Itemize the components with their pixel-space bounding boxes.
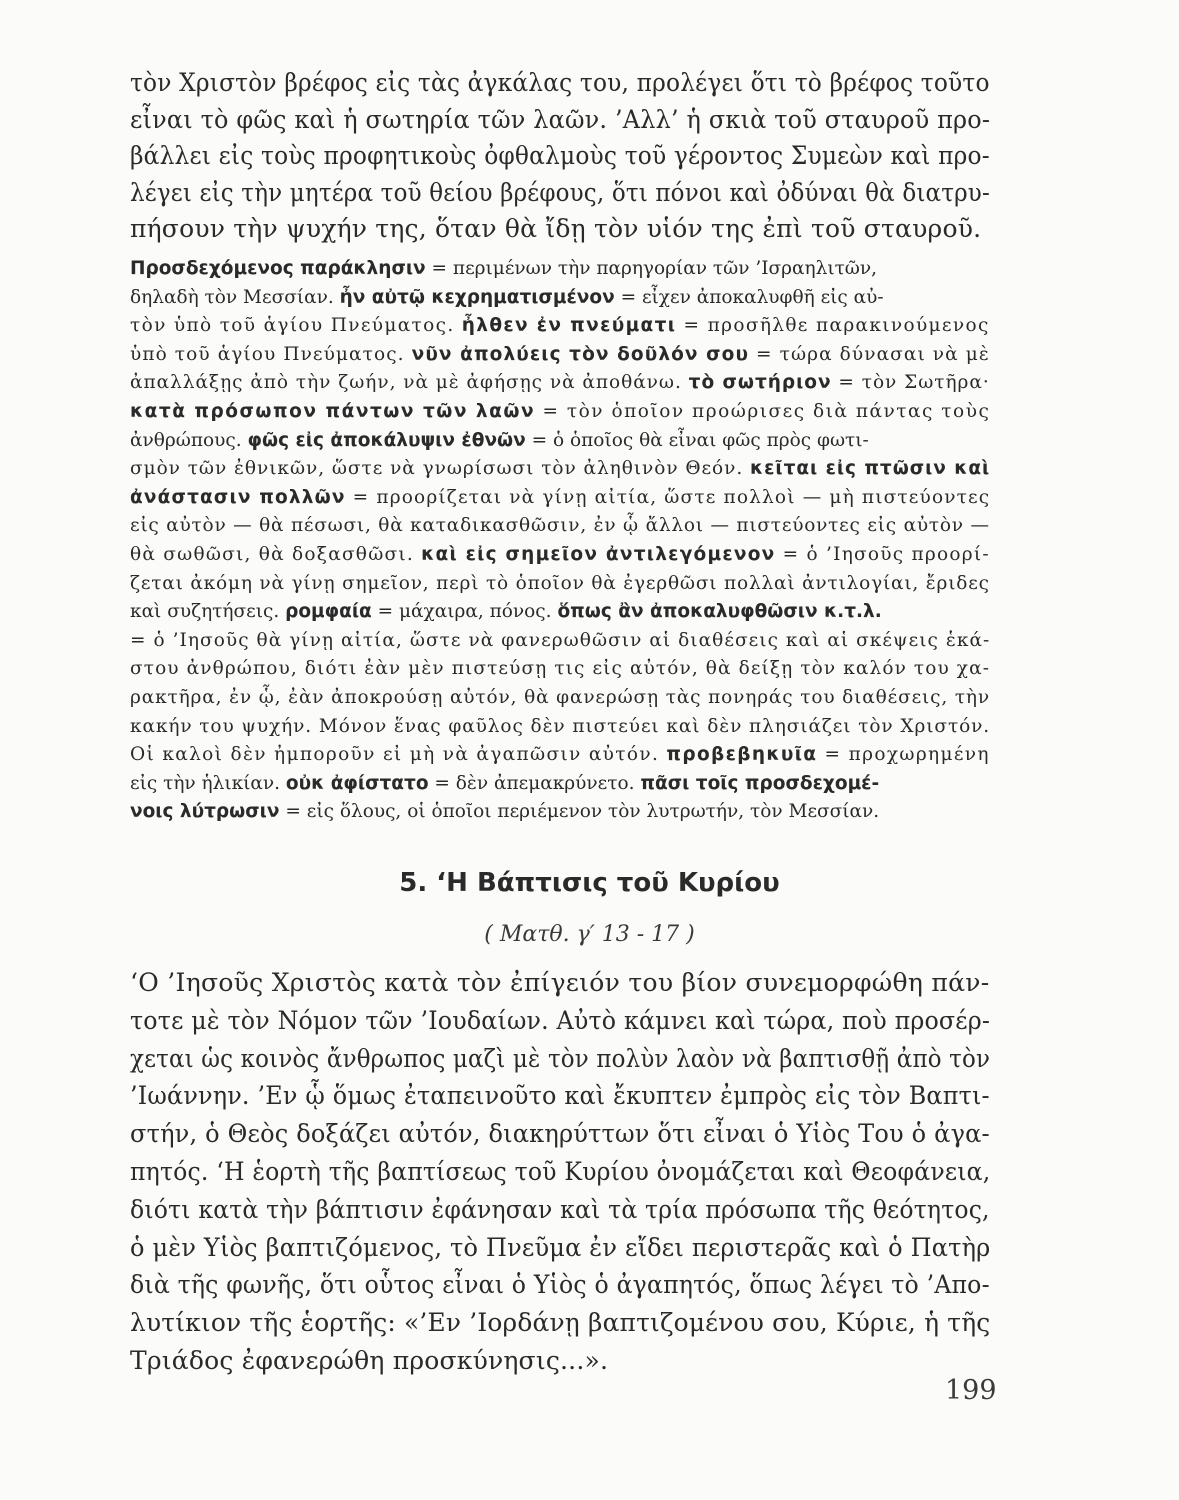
note-line (130, 744, 990, 765)
note-line (130, 258, 877, 279)
text-line: ὁ μὲν Υἱὸς βαπτιζόμενος, τὸ Πνεῦμα ἐν εἴδει περιστερᾶς καὶ ὁ Πατὴρ (130, 1232, 991, 1262)
glossary-text: = περιμένων τὴν παρηγορίαν τῶν ’Ισραηλιτῶν, (425, 258, 878, 279)
glossary-term: νοις λύτρωσιν (130, 801, 280, 823)
glossary-text: κακήν του ψυχήν. Μόνον ἕνας φαῦλος δὲν πιστεύει καὶ δὲν πλησιάζει τὸν Χριστόν. (130, 715, 991, 737)
glossary-text: ὑπὸ τοῦ ἁγίου Πνεύματος. (130, 343, 412, 365)
text-line: στήν, ὁ Θεὸς δοξάζει αὐτόν, διακηρύττων ὅτι εἶναι ὁ Υἱὸς Του ὁ ἀγα- (130, 1119, 990, 1149)
text-line: διότι κατὰ τὴν βάπτισιν ἐφάνησαν καὶ τὰ τρία πρόσωπα τῆς θεότητος, (130, 1194, 990, 1224)
scripture-reference: ( Ματθ. γ′ 13 - 17 ) (484, 922, 695, 947)
glossary-text: ρακτῆρα, ἐν ᾧ, ἐὰν ἀποκρούσῃ αὐτόν, θὰ φανερώσῃ τὰς πονηράς του διαθέσεις, τὴν (130, 687, 990, 708)
glossary-text: = τώρα δύνασαι νὰ μὲ (749, 343, 990, 365)
note-line (130, 401, 990, 422)
text-line: λυτίκιον τῆς ἑορτῆς: «’Εν ’Ιορδάνῃ βαπτιζομένου σου, Κύριε, ἡ τῆς (130, 1308, 991, 1338)
note-line (130, 372, 990, 393)
note-line (130, 287, 884, 308)
glossary-text: = μάχαιρα, πόνος. (371, 601, 558, 623)
glossary-text: ζεται ἀκόμη νὰ γίνῃ σημεῖον, περὶ τὸ ὁποῖον θὰ ἐγερθῶσι πολλαὶ ἀντιλογίαι, ἔριδες (130, 572, 990, 594)
note-line (130, 658, 990, 679)
glossary-text: = ὁ ’Ιησοῦς προορί- (775, 544, 990, 565)
glossary-text: = τὸν ὁποῖον προώρισες διὰ πάντας τοὺς (535, 401, 991, 422)
note-line (130, 544, 990, 565)
section-heading: 5. ‘Η Βάπτισις τοῦ Κυρίου (399, 868, 780, 898)
text-line: διὰ τῆς φωνῆς, ὅτι οὗτος εἶναι ὁ Υἱὸς ὁ ἀγαπητός, ὅπως λέγει τὸ ’Απο- (130, 1270, 990, 1300)
glossary-text: = εἰς ὅλους, οἱ ὁποῖοι περιέμενον τὸν λυτρωτήν, τὸν Μεσσίαν. (279, 801, 880, 823)
text-line: πητός. ‘Η ἑορτὴ τῆς βαπτίσεως τοῦ Κυρίου ὀνομάζεται καὶ Θεοφάνεια, (130, 1157, 991, 1186)
glossary-term: τὸ σωτήριον (688, 372, 832, 394)
note-line (130, 315, 990, 336)
glossary-text: ἀπαλλάξῃς ἀπὸ τὴν ζωήν, νὰ μὲ ἀφήσῃς νὰ ἀποθάνω. (130, 372, 689, 394)
glossary-term: νῦν ἀπολύεις τὸν δοῦλόν σου (411, 343, 750, 365)
glossary-term: ἦλθεν ἐν πνεύματι (461, 315, 677, 337)
note-line (130, 487, 990, 508)
glossary-text: = δὲν ἀπεμακρύνετο. (428, 772, 641, 794)
text-line: ‘Ο ’Ιησοῦς Χριστὸς κατὰ τὸν ἐπίγειόν του βίον συνεμορφώθη πάν- (130, 968, 990, 997)
glossary-text: δηλαδὴ τὸν Μεσσίαν. (130, 286, 340, 308)
glossary-text: = προσῆλθε παρακινούμενος (676, 315, 990, 337)
text-line: χεται ὡς κοινὸς ἄνθρωπος μαζὶ μὲ τὸν πολὺν λαὸν νὰ βαπτισθῇ ἀπὸ τὸν (130, 1043, 991, 1073)
text-line: τὸν Χριστὸν βρέφος εἰς τὰς ἀγκάλας του, προλέγει ὅτι τὸ βρέφος τοῦτο (130, 68, 990, 97)
glossary-term: ὅπως ἂν ἀποκαλυφθῶσιν κ.τ.λ. (557, 601, 882, 623)
glossary-term: κεῖται εἰς πτῶσιν καὶ (750, 458, 991, 480)
glossary-text: Οἱ καλοὶ δὲν ἠμποροῦν εἰ μὴ νὰ ἀγαπῶσιν αὐτόν. (130, 744, 667, 766)
glossary-term: πᾶσι τοῖς προσδεχομέ- (640, 772, 880, 794)
glossary-text: = ὁ ’Ιησοῦς θὰ γίνῃ αἰτία, ὥστε νὰ φανερωθῶσιν αἱ διαθέσεις καὶ αἱ σκέψεις ἑκά- (130, 629, 991, 651)
glossary-term: ρομφαία (285, 601, 372, 623)
glossary-text: ἀνθρώπους. (130, 429, 248, 451)
glossary-text: καὶ συζητήσεις. (130, 601, 286, 623)
note-line (130, 716, 990, 737)
text-line: ’Ιωάννην. ’Εν ᾧ ὅμως ἐταπεινοῦτο καὶ ἔκυπτεν ἐμπρὸς εἰς τὸν Βαπτι- (130, 1081, 990, 1111)
note-line (130, 458, 990, 479)
note-line (130, 687, 990, 708)
note-line (130, 344, 990, 365)
glossary-term: καὶ εἰς σημεῖον ἀντιλεγόμενον (421, 544, 776, 565)
note-line (130, 773, 879, 794)
glossary-text: = ὁ ὁποῖος θὰ εἶναι φῶς πρὸς φωτι- (525, 429, 869, 451)
glossary-text: = προχωρημένη (817, 744, 990, 766)
page-number: 199 (945, 1375, 997, 1406)
glossary-term: ἀνάστασιν πολλῶν (130, 486, 346, 508)
glossary-text: θὰ σωθῶσι, θὰ δοξασθῶσι. (130, 544, 422, 565)
note-line (130, 801, 879, 822)
text-line: τοτε μὲ τὸν Νόμον τῶν ’Ιουδαίων. Αὐτὸ κάμνει καὶ τώρα, ποὺ προσέρ- (130, 1005, 991, 1035)
glossary-text: εἰς αὐτὸν — θὰ πέσωσι, θὰ καταδικασθῶσιν, ἐν ᾧ ἄλλοι — πιστεύοντες εἰς αὐτὸν — (130, 515, 990, 537)
glossary-term: οὐκ ἀφίστατο (285, 772, 429, 794)
glossary-term: Προσδεχόμενος παράκλησιν (130, 258, 426, 279)
glossary-text: σμὸν τῶν ἐθνικῶν, ὥστε νὰ γνωρίσωσι τὸν ἀληθινὸν Θεόν. (130, 458, 751, 480)
glossary-text: τὸν ὑπὸ τοῦ ἁγίου Πνεύματος. (130, 315, 462, 337)
glossary-term: προβεβηκυῖα (666, 744, 818, 766)
note-line (130, 601, 882, 622)
text-line: πήσουν τὴν ψυχήν της, ὅταν θὰ ἴδῃ τὸν υἱόν της ἐπὶ τοῦ σταυροῦ. (130, 214, 982, 243)
glossary-text: στου ἀνθρώπου, διότι ἐὰν μὲν πιστεύσῃ τις εἰς αὐτόν, θὰ δείξῃ τὸν καλόν του χα- (130, 658, 991, 680)
text-line: εἶναι τὸ φῶς καὶ ἡ σωτηρία τῶν λαῶν. ’Αλλ’ ἡ σκιὰ τοῦ σταυροῦ προ- (130, 104, 991, 134)
text-line: Τριάδος ἐφανερώθη προσκύνησις...». (130, 1346, 609, 1375)
note-line (130, 430, 869, 451)
note-line (130, 573, 990, 594)
glossary-text: = τὸν Σωτῆρα· (831, 372, 990, 394)
text-line: βάλλει εἰς τοὺς προφητικοὺς ὀφθαλμοὺς τοῦ γέροντος Συμεὼν καὶ προ- (130, 141, 990, 170)
note-line (130, 515, 990, 536)
note-line (130, 630, 990, 651)
glossary-text: = εἶχεν ἀποκαλυφθῆ εἰς αὐ- (614, 286, 884, 308)
text-line: λέγει εἰς τὴν μητέρα τοῦ θείου βρέφους, ὅτι πόνοι καὶ ὀδύναι θὰ διατρυ- (130, 177, 990, 207)
glossary-text: εἰς τὴν ἡλικίαν. (130, 772, 286, 794)
glossary-text: = προορίζεται νὰ γίνῃ αἰτία, ὥστε πολλοὶ — μὴ πιστεύοντες (345, 486, 991, 508)
glossary-term: κατὰ πρόσωπον πάντων τῶν λαῶν (130, 401, 536, 422)
glossary-term: φῶς εἰς ἀποκάλυψιν ἐθνῶν (247, 429, 526, 451)
glossary-term: ἦν αὐτῷ κεχρηματισμένον (339, 286, 615, 308)
